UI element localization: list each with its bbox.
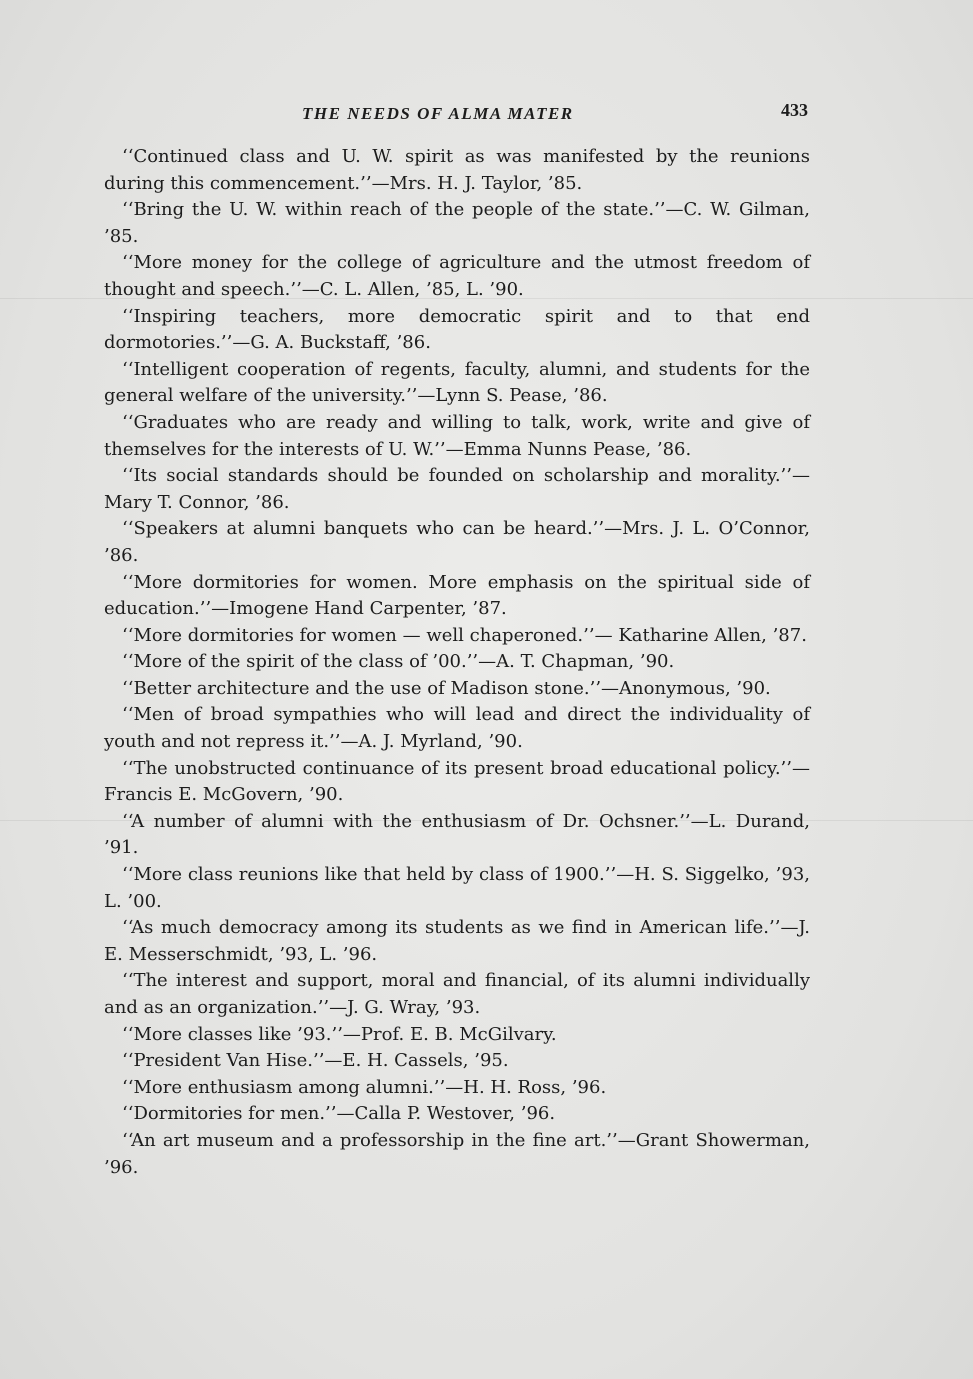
quote-paragraph: ‘‘An art museum and a professorship in the fine art.’’—Grant Showerman, ’96. <box>104 1129 810 1178</box>
quote-paragraph: ‘‘More classes like ’93.’’—Prof. E. B. McGilvary. <box>122 1023 557 1045</box>
quote-paragraph: ‘‘Its social standards should be founded on scholarship and morality.’’—Mary T. Connor, ’86. <box>104 465 810 513</box>
page-number: 433 <box>781 100 808 120</box>
quote-paragraph: ‘‘The unobstructed continuance of its present broad educational policy.’’—Francis E. McGovern, ’90. <box>104 757 810 806</box>
quote-paragraph: ‘‘More class reunions like that held by class of 1900.’’—H. S. Siggelko, ’93, L. ’00. <box>104 864 810 912</box>
quote-paragraph: ‘‘Better architecture and the use of Madison stone.’’—Anonymous, ’90. <box>122 677 771 699</box>
page-header <box>0 100 973 128</box>
quote-paragraph: ‘‘Speakers at alumni banquets who can be heard.’’—Mrs. J. L. O’Connor, ’86. <box>104 518 810 566</box>
running-title: THE NEEDS OF ALMA MATER <box>302 104 574 123</box>
quote-paragraph: ‘‘Inspiring teachers, more democratic spirit and to that end dormotories.’’—G. A. Buckstaff, ’86. <box>104 305 810 354</box>
quote-paragraph: ‘‘More dormitories for women — well chaperoned.’’— Katharine Allen, ’87. <box>122 624 807 646</box>
quote-paragraph: ‘‘President Van Hise.’’—E. H. Cassels, ’95. <box>122 1050 509 1072</box>
quote-paragraph: ‘‘The interest and support, moral and financial, of its alumni individually and as an organization.’’—J. G. Wray, ’93. <box>104 970 810 1018</box>
quote-paragraph: ‘‘Continued class and U. W. spirit as was manifested by the reunions during this commencement.’’—Mrs. H. J. Taylor, ’85. <box>104 146 810 194</box>
quote-paragraph: ‘‘Graduates who are ready and willing to talk, work, write and give of themselves for the interests of U. W.’’—Emma Nunns Pease, ’86. <box>104 411 810 460</box>
quote-paragraph: ‘‘More enthusiasm among alumni.’’—H. H. Ross, ’96. <box>122 1076 607 1098</box>
body-text <box>104 144 810 1181</box>
quote-paragraph: ‘‘More money for the college of agriculture and the utmost freedom of thought and speech.’’—C. L. Allen, ’85, L. ’90. <box>104 252 810 300</box>
quote-paragraph: ‘‘A number of alumni with the enthusiasm of Dr. Ochsner.’’—L. Durand, ’91. <box>104 810 810 859</box>
quote-paragraph: ‘‘Dormitories for men.’’—Calla P. Westover, ’96. <box>122 1103 556 1125</box>
quote-paragraph: ‘‘More dormitories for women. More emphasis on the spiritual side of education.’’—Imogene Hand Carpenter, ’87. <box>104 571 810 620</box>
quote-paragraph: ‘‘Men of broad sympathies who will lead and direct the individuality of youth and not repress it.’’—A. J. Myrland, ’90. <box>104 704 810 753</box>
quote-paragraph: ‘‘As much democracy among its students as we find in American life.’’—J. E. Messerschmidt, ’93, L. ’96. <box>104 917 810 965</box>
quote-paragraph: ‘‘Intelligent cooperation of regents, faculty, alumni, and students for the general welfare of the university.’’—Lynn S. Pease, ’86. <box>104 358 810 407</box>
quote-paragraph: ‘‘Bring the U. W. within reach of the people of the state.’’—C. W. Gilman, ’85. <box>104 199 810 247</box>
quote-paragraph: ‘‘More of the spirit of the class of ’00.’’—A. T. Chapman, ’90. <box>122 651 675 673</box>
